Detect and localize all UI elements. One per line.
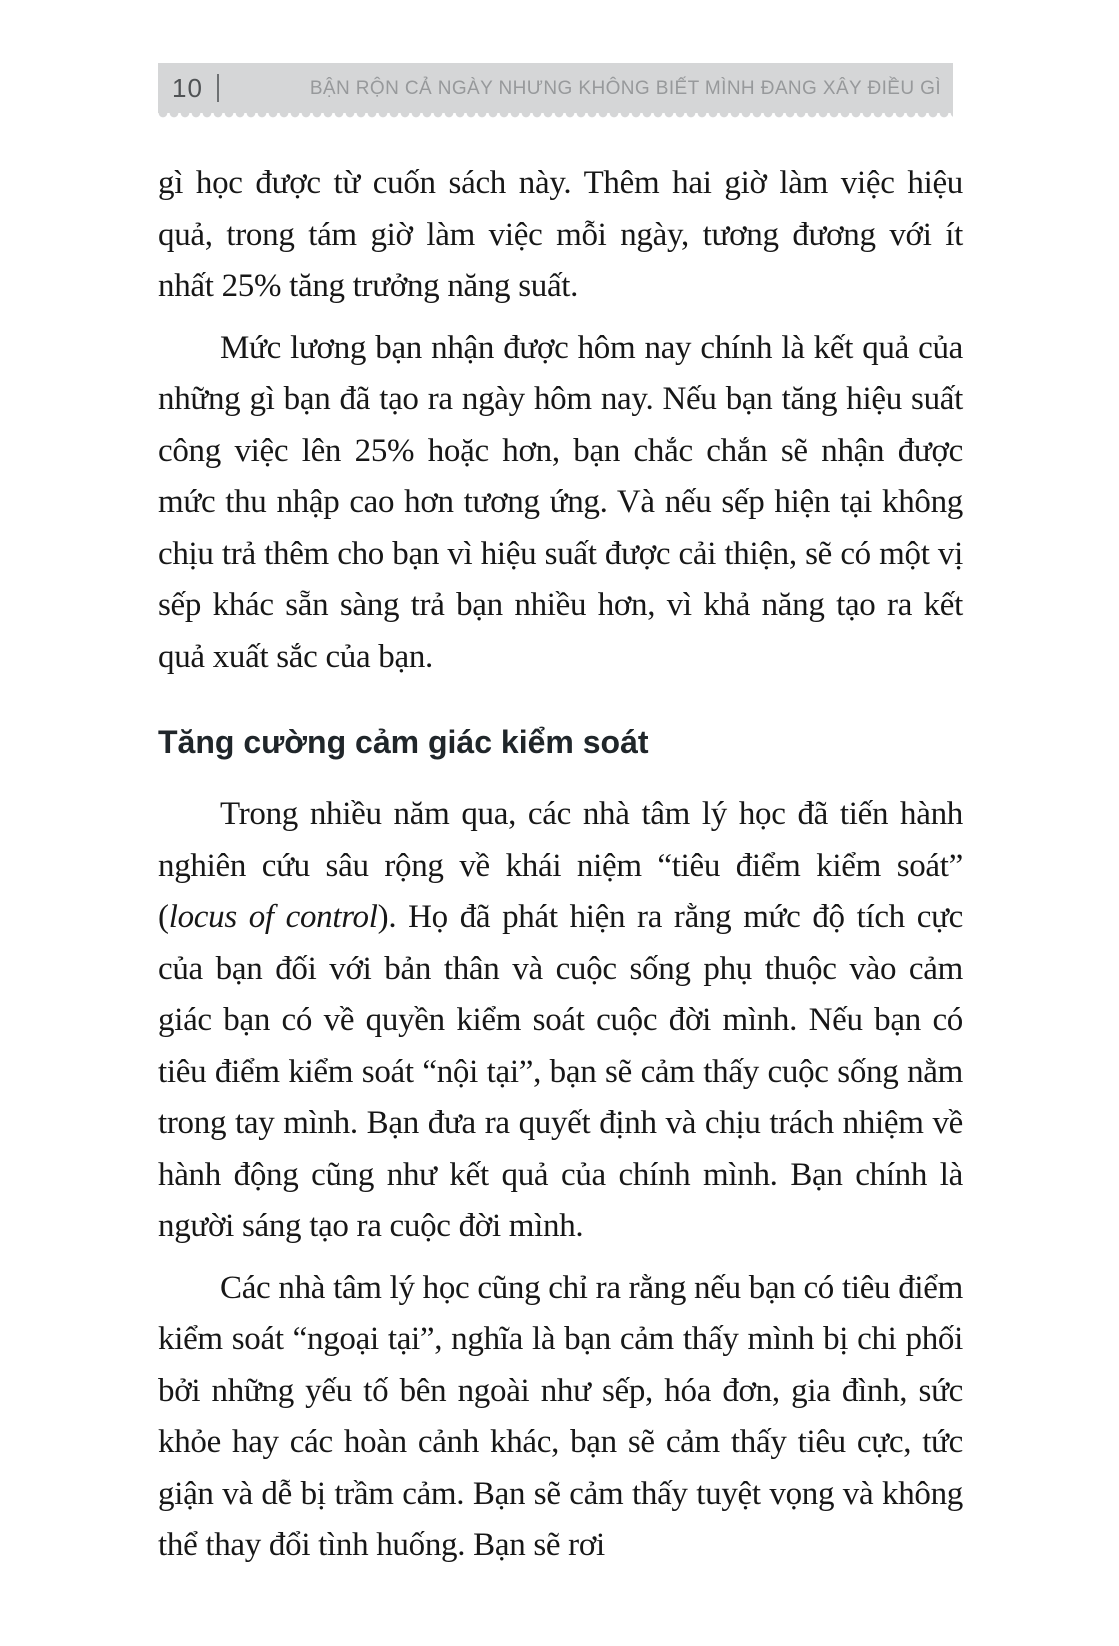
paragraph-text-before-italic: Trong nhiều năm qua, các nhà tâm lý học đã tiến hành nghiên cứu sâu rộng về khái niệm “tiêu điểm kiểm soát” ( bbox=[158, 796, 963, 936]
section-heading: Tăng cường cảm giác kiểm soát bbox=[158, 724, 649, 760]
paragraph-text-after-italic: ). Họ đã phát hiện ra rằng mức độ tích cực của bạn đối với bản thân và cuộc sống phụ thuộc vào cảm giác bạn có về quyền kiểm soát cuộc đời mình. Nếu bạn có tiêu điểm kiểm soát “nội tại”, bạn sẽ cảm thấy cuộc sống nằm trong tay mình. Bạn đưa ra quyết định và chịu trách nhiệm về hành động cũng như kết quả của chính mình. Bạn chính là người sáng tạo ra cuộc đời mình. bbox=[158, 899, 963, 1245]
page-number: 10 bbox=[172, 73, 203, 103]
header-perforated-edge bbox=[158, 113, 953, 121]
paragraph-salary: Mức lương bạn nhận được hôm nay chính là kết quả của những gì bạn đã tạo ra ngày hôm nay. Nếu bạn tăng hiệu suất công việc lên 25% hoặc hơn, bạn chắc chắn sẽ nhận được mức thu nhập cao hơn tương ứng. Và nếu sếp hiện tại không chịu trả thêm cho bạn vì hiệu suất được cải thiện, sẽ có một vị sếp khác sẵn sàng trả bạn nhiều hơn, vì khả năng tạo ra kết quả xuất sắc của bạn. bbox=[158, 329, 963, 675]
page-content bbox=[158, 158, 963, 1582]
paragraph-external-locus: Các nhà tâm lý học cũng chỉ ra rằng nếu bạn có tiêu điểm kiểm soát “ngoại tại”, nghĩa là bạn cảm thấy mình bị chi phối bởi những yếu tố bên ngoài như sếp, hóa đơn, gia đình, sức khỏe hay các hoàn cảnh khác, bạn sẽ cảm thấy tiêu cực, tức giận và dễ bị trầm cảm. Bạn sẽ cảm thấy tuyệt vọng và không thể thay đổi tình huống. Bạn sẽ rơi bbox=[158, 1269, 963, 1564]
running-title: BẬN RỘN CẢ NGÀY NHƯNG KHÔNG BIẾT MÌNH ĐANG XÂY ĐIỀU GÌ bbox=[309, 77, 941, 99]
page-header bbox=[158, 63, 953, 113]
italic-term: locus of control bbox=[168, 899, 378, 936]
paragraph-continuation: gì học được từ cuốn sách này. Thêm hai giờ làm việc hiệu quả, trong tám giờ làm việc mỗi ngày, tương đương với ít nhất 25% tăng trưởng năng suất. bbox=[158, 165, 963, 304]
page-number-separator bbox=[217, 74, 219, 102]
paragraph-locus-of-control bbox=[158, 789, 963, 1253]
